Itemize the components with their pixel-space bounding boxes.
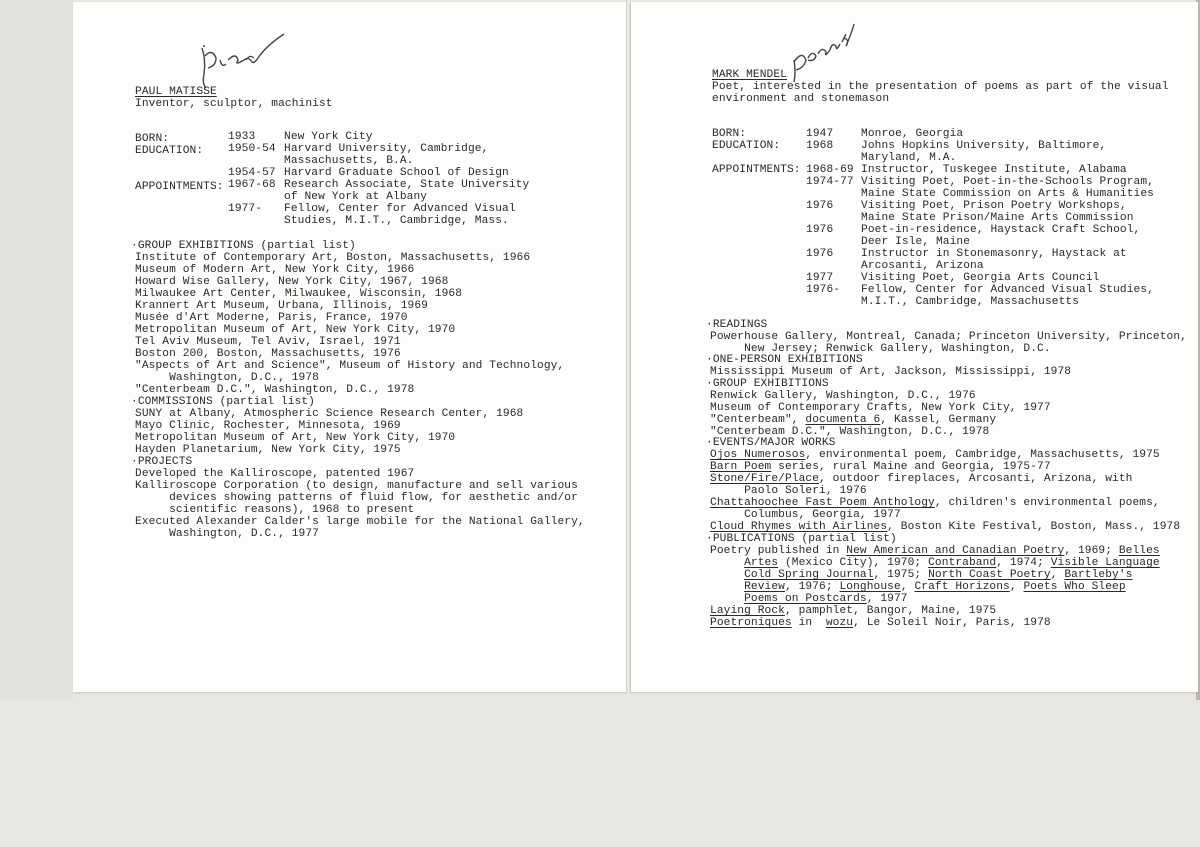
detail-text: Maine State Commission on Arts & Humanities xyxy=(861,188,1154,200)
list-item: Columbus, Georgia, 1977 xyxy=(710,509,901,521)
list-item: Boston 200, Boston, Massachusetts, 1976 xyxy=(135,348,401,360)
list-item: Executed Alexander Calder's large mobile for the National Gallery, xyxy=(135,516,585,528)
detail-text: Deer Isle, Maine xyxy=(861,236,971,248)
list-item: Washington, D.C., 1977 xyxy=(135,528,319,540)
list-item: Kalliroscope Corporation (to design, manufacture and sell various xyxy=(135,480,578,492)
list-item: Laying Rock, pamphlet, Bangor, Maine, 1975 xyxy=(710,605,997,617)
list-item: "Centerbeam", documenta 6, Kassel, Germany xyxy=(710,414,997,426)
list-item: Paolo Soleri, 1976 xyxy=(710,485,867,497)
list-item: Howard Wise Gallery, New York City, 1967, 1968 xyxy=(135,276,449,288)
section-heading: ·READINGS xyxy=(706,319,768,331)
list-item: Washington, D.C., 1978 xyxy=(135,372,319,384)
list-item: scientific reasons), 1968 to present xyxy=(135,504,415,516)
list-item: Stone/Fire/Place, outdoor fireplaces, Arcosanti, Arizona, with xyxy=(710,473,1133,485)
list-item: Mayo Clinic, Rochester, Minnesota, 1969 xyxy=(135,420,401,432)
detail-text: Fellow, Center for Advanced Visual xyxy=(284,203,516,215)
list-item: SUNY at Albany, Atmospheric Science Research Center, 1968 xyxy=(135,408,524,420)
list-item: "Centerbeam D.C.", Washington, D.C., 1978 xyxy=(135,384,415,396)
list-item: Metropolitan Museum of Art, New York City, 1970 xyxy=(135,432,456,444)
detail-text: Fellow, Center for Advanced Visual Studies, xyxy=(861,284,1154,296)
detail-text: Poet-in-residence, Haystack Craft School, xyxy=(861,224,1141,236)
section-heading: ·ONE-PERSON EXHIBITIONS xyxy=(706,354,863,366)
detail-label: BORN: xyxy=(712,128,747,140)
detail-year: 1950-54 xyxy=(228,143,276,155)
section-heading: ·EVENTS/MAJOR WORKS xyxy=(706,437,836,449)
section-heading: ·PROJECTS xyxy=(131,456,193,468)
list-item: "Centerbeam D.C.", Washington, D.C., 1978 xyxy=(710,426,990,438)
detail-text: of New York at Albany xyxy=(284,191,428,203)
detail-text: Maryland, M.A. xyxy=(861,152,957,164)
detail-year: 1976 xyxy=(806,224,834,236)
detail-year: 1933 xyxy=(228,131,256,143)
detail-year: 1977- xyxy=(228,203,263,215)
detail-year: 1976- xyxy=(806,284,841,296)
list-item: devices showing patterns of fluid flow, for aesthetic and/or xyxy=(135,492,578,504)
background-corner xyxy=(0,0,73,700)
detail-text: Visiting Poet, Georgia Arts Council xyxy=(861,272,1100,284)
list-item: Musée d'Art Moderne, Paris, France, 1970 xyxy=(135,312,408,324)
list-item: Museum of Modern Art, New York City, 1966 xyxy=(135,264,415,276)
list-item: Mississippi Museum of Art, Jackson, Mississippi, 1978 xyxy=(710,366,1072,378)
detail-text: Research Associate, State University xyxy=(284,179,530,191)
left-name: PAUL MATISSE xyxy=(135,86,217,98)
list-item: Tel Aviv Museum, Tel Aviv, Israel, 1971 xyxy=(135,336,401,348)
detail-text: Monroe, Georgia xyxy=(861,128,964,140)
list-item: Developed the Kalliroscope, patented 1967 xyxy=(135,468,415,480)
detail-text: Instructor, Tuskegee Institute, Alabama xyxy=(861,164,1127,176)
list-item: Museum of Contemporary Crafts, New York City, 1977 xyxy=(710,402,1051,414)
list-item: Milwaukee Art Center, Milwaukee, Wisconsin, 1968 xyxy=(135,288,463,300)
detail-text: Harvard University, Cambridge, xyxy=(284,143,489,155)
list-item: Barn Poem series, rural Maine and Georgia, 1975-77 xyxy=(710,461,1051,473)
section-heading: ·COMMISSIONS (partial list) xyxy=(131,396,315,408)
list-item: Chattahoochee Fast Poem Anthology, children's environmental poems, xyxy=(710,497,1160,509)
list-item: "Aspects of Art and Science", Museum of History and Technology, xyxy=(135,360,565,372)
list-item: Hayden Planetarium, New York City, 1975 xyxy=(135,444,401,456)
list-item: Cold Spring Journal, 1975; North Coast Poetry, Bartleby's xyxy=(744,569,1133,581)
handwritten-note-left xyxy=(196,30,288,92)
section-heading: ·GROUP EXHIBITIONS xyxy=(706,378,829,390)
detail-text: Massachusetts, B.A. xyxy=(284,155,414,167)
detail-year: 1947 xyxy=(806,128,834,140)
right-name: MARK MENDEL xyxy=(712,69,787,81)
handwritten-note-right xyxy=(786,20,856,86)
section-heading: ·PUBLICATIONS (partial list) xyxy=(706,533,897,545)
left-subtitle: Inventor, sculptor, machinist xyxy=(135,98,333,110)
detail-year: 1967-68 xyxy=(228,179,276,191)
detail-label: APPOINTMENTS: xyxy=(135,181,224,193)
list-item: Krannert Art Museum, Urbana, Illinois, 1969 xyxy=(135,300,428,312)
detail-year: 1976 xyxy=(806,248,834,260)
list-item: Powerhouse Gallery, Montreal, Canada; Princeton University, Princeton, xyxy=(710,331,1187,343)
detail-year: 1968 xyxy=(806,140,834,152)
list-item: Artes (Mexico City), 1970; Contraband, 1974; Visible Language xyxy=(744,557,1160,569)
list-item: Institute of Contemporary Art, Boston, Massachusetts, 1966 xyxy=(135,252,531,264)
list-item: Renwick Gallery, Washington, D.C., 1976 xyxy=(710,390,976,402)
list-item: Cloud Rhymes with Airlines, Boston Kite Festival, Boston, Mass., 1978 xyxy=(710,521,1181,533)
detail-text: New York City xyxy=(284,131,373,143)
detail-text: Maine State Prison/Maine Arts Commission xyxy=(861,212,1134,224)
list-item: Review, 1976; Longhouse, Craft Horizons, Poets Who Sleep xyxy=(744,581,1126,593)
detail-label: EDUCATION: xyxy=(712,140,781,152)
detail-text: M.I.T., Cambridge, Massachusetts xyxy=(861,296,1080,308)
section-heading: ·GROUP EXHIBITIONS (partial list) xyxy=(131,240,356,252)
detail-text: Visiting Poet, Poet-in-the-Schools Program, xyxy=(861,176,1154,188)
detail-text: Harvard Graduate School of Design xyxy=(284,167,509,179)
detail-text: Arcosanti, Arizona xyxy=(861,260,984,272)
detail-text: Instructor in Stonemasonry, Haystack at xyxy=(861,248,1127,260)
detail-year: 1954-57 xyxy=(228,167,276,179)
list-item: Poems on Postcards, 1977 xyxy=(744,593,908,605)
list-item: Ojos Numerosos, environmental poem, Cambridge, Massachusetts, 1975 xyxy=(710,449,1160,461)
detail-year: 1974-77 xyxy=(806,176,854,188)
right-subtitle-line2: environment and stonemason xyxy=(712,93,890,105)
detail-label: BORN: xyxy=(135,133,170,145)
detail-year: 1968-69 xyxy=(806,164,854,176)
list-item: New Jersey; Renwick Gallery, Washington, D.C. xyxy=(710,343,1051,355)
list-item: Poetroniques in wozu, Le Soleil Noir, Paris, 1978 xyxy=(710,617,1051,629)
right-subtitle-line1: Poet, interested in the presentation of poems as part of the visual xyxy=(712,81,1169,93)
list-item: Poetry published in New American and Canadian Poetry, 1969; Belles xyxy=(710,545,1160,557)
detail-year: 1976 xyxy=(806,200,834,212)
detail-text: Johns Hopkins University, Baltimore, xyxy=(861,140,1107,152)
detail-label: APPOINTMENTS: xyxy=(712,164,801,176)
detail-label: EDUCATION: xyxy=(135,145,204,157)
detail-year: 1977 xyxy=(806,272,834,284)
list-item: Metropolitan Museum of Art, New York City, 1970 xyxy=(135,324,456,336)
detail-text: Visiting Poet, Prison Poetry Workshops, xyxy=(861,200,1127,212)
detail-text: Studies, M.I.T., Cambridge, Mass. xyxy=(284,215,509,227)
